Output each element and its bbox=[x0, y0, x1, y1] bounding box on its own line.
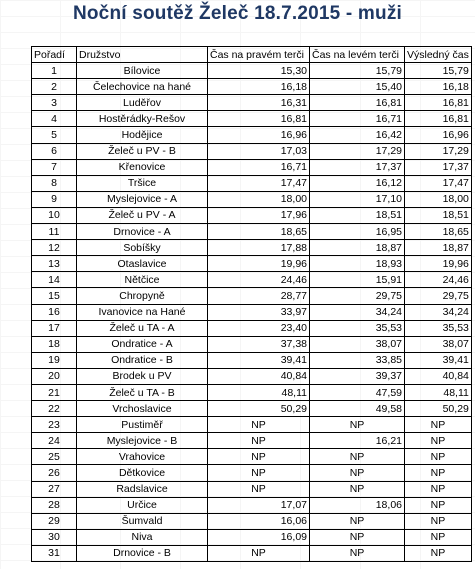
left-time-cell[interactable]: 16,12 bbox=[310, 175, 405, 191]
right-time-cell[interactable]: 17,88 bbox=[208, 240, 310, 256]
table-row bbox=[32, 143, 472, 159]
left-time-cell[interactable]: 15,91 bbox=[310, 272, 405, 288]
team-cell[interactable]: Tršice bbox=[77, 175, 208, 191]
table-row bbox=[32, 320, 472, 336]
rank-cell[interactable]: 9 bbox=[32, 191, 77, 207]
table-row bbox=[32, 513, 472, 529]
rank-cell[interactable]: 8 bbox=[32, 175, 77, 191]
right-time-cell[interactable]: NP bbox=[208, 481, 310, 497]
team-cell[interactable]: Želeč u PV - A bbox=[77, 207, 208, 223]
left-time-cell[interactable]: NP bbox=[310, 513, 405, 529]
final-time-cell[interactable]: NP bbox=[405, 513, 472, 529]
rank-cell[interactable]: 1 bbox=[32, 63, 77, 79]
table-row bbox=[32, 191, 472, 207]
table-row bbox=[32, 433, 472, 449]
right-time-cell[interactable]: 18,65 bbox=[208, 224, 310, 240]
left-time-cell[interactable]: 33,85 bbox=[310, 352, 405, 368]
left-time-cell[interactable]: 18,87 bbox=[310, 240, 405, 256]
team-cell[interactable]: Želeč u PV - B bbox=[77, 143, 208, 159]
team-cell[interactable]: Drnovice - B bbox=[77, 545, 208, 561]
rank-cell[interactable]: 3 bbox=[32, 95, 77, 111]
team-cell[interactable]: Bílovice bbox=[77, 63, 208, 79]
rank-cell[interactable]: 31 bbox=[32, 545, 77, 561]
table-row bbox=[32, 497, 472, 513]
left-time-cell[interactable]: NP bbox=[310, 449, 405, 465]
table-row bbox=[32, 207, 472, 223]
team-cell[interactable]: Čelechovice na hané bbox=[77, 79, 208, 95]
right-time-cell[interactable]: 28,77 bbox=[208, 288, 310, 304]
header-rank[interactable]: Pořadí bbox=[32, 47, 77, 63]
table-row bbox=[32, 79, 472, 95]
final-time-cell[interactable]: 29,75 bbox=[405, 288, 472, 304]
team-cell[interactable]: Hostěrádky-Rešov bbox=[77, 111, 208, 127]
left-time-cell[interactable]: 17,10 bbox=[310, 191, 405, 207]
final-time-cell[interactable]: 17,47 bbox=[405, 175, 472, 191]
final-time-cell[interactable]: 19,96 bbox=[405, 256, 472, 272]
right-time-cell[interactable]: 16,06 bbox=[208, 513, 310, 529]
team-cell[interactable]: Drnovice - A bbox=[77, 224, 208, 240]
final-time-cell[interactable]: 16,81 bbox=[405, 111, 472, 127]
team-cell[interactable]: Ondratice - A bbox=[77, 336, 208, 352]
final-time-cell[interactable]: 48,11 bbox=[405, 384, 472, 400]
left-time-cell[interactable]: 29,75 bbox=[310, 288, 405, 304]
left-time-cell[interactable]: 17,29 bbox=[310, 143, 405, 159]
table-row bbox=[32, 63, 472, 79]
table-row bbox=[32, 95, 472, 111]
right-time-cell[interactable]: NP bbox=[208, 449, 310, 465]
table-row bbox=[32, 256, 472, 272]
right-time-cell[interactable]: 16,81 bbox=[208, 111, 310, 127]
rank-cell[interactable]: 4 bbox=[32, 111, 77, 127]
final-time-cell[interactable]: 24,46 bbox=[405, 272, 472, 288]
left-time-cell[interactable]: NP bbox=[310, 529, 405, 545]
header-row bbox=[32, 47, 472, 63]
right-time-cell[interactable]: 18,00 bbox=[208, 191, 310, 207]
team-cell[interactable]: Sobíšky bbox=[77, 240, 208, 256]
table-row bbox=[32, 481, 472, 497]
left-time-cell[interactable]: NP bbox=[310, 417, 405, 433]
final-time-cell[interactable]: NP bbox=[405, 417, 472, 433]
right-time-cell[interactable]: 24,46 bbox=[208, 272, 310, 288]
rank-cell[interactable]: 24 bbox=[32, 433, 77, 449]
table-row bbox=[32, 111, 472, 127]
rank-cell[interactable]: 10 bbox=[32, 207, 77, 223]
table-row bbox=[32, 175, 472, 191]
rank-cell[interactable]: 13 bbox=[32, 256, 77, 272]
right-time-cell[interactable]: 33,97 bbox=[208, 304, 310, 320]
final-time-cell[interactable]: 16,81 bbox=[405, 95, 472, 111]
left-time-cell[interactable]: 16,81 bbox=[310, 95, 405, 111]
right-time-cell[interactable]: 16,18 bbox=[208, 79, 310, 95]
table-row bbox=[32, 449, 472, 465]
table-row bbox=[32, 272, 472, 288]
table-row bbox=[32, 545, 472, 561]
team-cell[interactable]: Vrchoslavice bbox=[77, 401, 208, 417]
team-cell[interactable]: Radslavice bbox=[77, 481, 208, 497]
team-cell[interactable]: Hodějice bbox=[77, 127, 208, 143]
team-cell[interactable]: Šumvald bbox=[77, 513, 208, 529]
right-time-cell[interactable]: NP bbox=[208, 433, 310, 449]
table-row bbox=[32, 352, 472, 368]
rank-cell[interactable]: 12 bbox=[32, 240, 77, 256]
rank-cell[interactable]: 6 bbox=[32, 143, 77, 159]
team-cell[interactable]: Dětkovice bbox=[77, 465, 208, 481]
team-cell[interactable]: Křenovice bbox=[77, 159, 208, 175]
table-row bbox=[32, 417, 472, 433]
rank-cell[interactable]: 5 bbox=[32, 127, 77, 143]
right-time-cell[interactable]: 17,47 bbox=[208, 175, 310, 191]
table-body bbox=[32, 63, 472, 562]
table-row bbox=[32, 288, 472, 304]
right-time-cell[interactable]: 19,96 bbox=[208, 256, 310, 272]
right-time-cell[interactable]: 37,38 bbox=[208, 336, 310, 352]
left-time-cell[interactable]: 47,59 bbox=[310, 384, 405, 400]
table-row bbox=[32, 529, 472, 545]
rank-cell[interactable]: 14 bbox=[32, 272, 77, 288]
team-cell[interactable]: Vrahovice bbox=[77, 449, 208, 465]
team-cell[interactable]: Ondratice - B bbox=[77, 352, 208, 368]
right-time-cell[interactable]: NP bbox=[208, 545, 310, 561]
page-title: Noční soutěž Želeč 18.7.2015 - muži bbox=[72, 3, 403, 24]
right-time-cell[interactable]: NP bbox=[208, 417, 310, 433]
header-right-time[interactable]: Čas na pravém terči bbox=[208, 47, 310, 63]
right-time-cell[interactable]: NP bbox=[208, 465, 310, 481]
final-time-cell[interactable]: NP bbox=[405, 465, 472, 481]
right-time-cell[interactable]: 16,71 bbox=[208, 159, 310, 175]
team-cell[interactable]: Niva bbox=[77, 529, 208, 545]
final-time-cell[interactable]: NP bbox=[405, 545, 472, 561]
final-time-cell[interactable]: 39,41 bbox=[405, 352, 472, 368]
final-time-cell[interactable]: 18,51 bbox=[405, 207, 472, 223]
final-time-cell[interactable]: 35,53 bbox=[405, 320, 472, 336]
right-time-cell[interactable]: 48,11 bbox=[208, 384, 310, 400]
right-time-cell[interactable]: 50,29 bbox=[208, 401, 310, 417]
team-cell[interactable]: Želeč u TA - B bbox=[77, 384, 208, 400]
team-cell[interactable]: Myslejovice - A bbox=[77, 191, 208, 207]
left-time-cell[interactable]: 35,53 bbox=[310, 320, 405, 336]
rank-cell[interactable]: 25 bbox=[32, 449, 77, 465]
rank-cell[interactable]: 11 bbox=[32, 224, 77, 240]
rank-cell[interactable]: 29 bbox=[32, 513, 77, 529]
rank-cell[interactable]: 20 bbox=[32, 368, 77, 384]
left-time-cell[interactable]: 17,37 bbox=[310, 159, 405, 175]
left-time-cell[interactable]: 38,07 bbox=[310, 336, 405, 352]
final-time-cell[interactable]: 50,29 bbox=[405, 401, 472, 417]
final-time-cell[interactable]: 17,37 bbox=[405, 159, 472, 175]
team-cell[interactable]: Určice bbox=[77, 497, 208, 513]
left-time-cell[interactable]: NP bbox=[310, 481, 405, 497]
left-time-cell[interactable]: 39,37 bbox=[310, 368, 405, 384]
right-time-cell[interactable]: 17,07 bbox=[208, 497, 310, 513]
table-row bbox=[32, 401, 472, 417]
right-time-cell[interactable]: 17,96 bbox=[208, 207, 310, 223]
final-time-cell[interactable]: 17,29 bbox=[405, 143, 472, 159]
final-time-cell[interactable]: 40,84 bbox=[405, 368, 472, 384]
left-time-cell[interactable]: 16,42 bbox=[310, 127, 405, 143]
table-row bbox=[32, 240, 472, 256]
left-time-cell[interactable]: 15,40 bbox=[310, 79, 405, 95]
left-time-cell[interactable]: 16,95 bbox=[310, 224, 405, 240]
team-cell[interactable]: Chropyně bbox=[77, 288, 208, 304]
final-time-cell[interactable]: 18,00 bbox=[405, 191, 472, 207]
left-time-cell[interactable]: 16,71 bbox=[310, 111, 405, 127]
team-cell[interactable]: Luděřov bbox=[77, 95, 208, 111]
table-row bbox=[32, 159, 472, 175]
left-time-cell[interactable]: 18,06 bbox=[310, 497, 405, 513]
rank-cell[interactable]: 7 bbox=[32, 159, 77, 175]
left-time-cell[interactable]: NP bbox=[310, 465, 405, 481]
final-time-cell[interactable]: 18,65 bbox=[405, 224, 472, 240]
rank-cell[interactable]: 28 bbox=[32, 497, 77, 513]
final-time-cell[interactable]: 18,87 bbox=[405, 240, 472, 256]
table-row bbox=[32, 465, 472, 481]
rank-cell[interactable]: 16 bbox=[32, 304, 77, 320]
rank-cell[interactable]: 2 bbox=[32, 79, 77, 95]
right-time-cell[interactable]: 39,41 bbox=[208, 352, 310, 368]
left-time-cell[interactable]: 18,51 bbox=[310, 207, 405, 223]
left-time-cell[interactable]: 15,79 bbox=[310, 63, 405, 79]
rank-cell[interactable]: 26 bbox=[32, 465, 77, 481]
table-row bbox=[32, 384, 472, 400]
table-row bbox=[32, 304, 472, 320]
table-row bbox=[32, 224, 472, 240]
right-time-cell[interactable]: 16,09 bbox=[208, 529, 310, 545]
rank-cell[interactable]: 17 bbox=[32, 320, 77, 336]
left-time-cell[interactable]: 34,24 bbox=[310, 304, 405, 320]
rank-cell[interactable]: 22 bbox=[32, 401, 77, 417]
final-time-cell[interactable]: 16,18 bbox=[405, 79, 472, 95]
final-time-cell[interactable]: 34,24 bbox=[405, 304, 472, 320]
table-row bbox=[32, 127, 472, 143]
team-cell[interactable]: Otaslavice bbox=[77, 256, 208, 272]
rank-cell[interactable]: 15 bbox=[32, 288, 77, 304]
right-time-cell[interactable]: 16,31 bbox=[208, 95, 310, 111]
header-final-time[interactable]: Výsledný čas bbox=[405, 47, 472, 63]
rank-cell[interactable]: 19 bbox=[32, 352, 77, 368]
left-time-cell[interactable]: NP bbox=[310, 545, 405, 561]
rank-cell[interactable]: 30 bbox=[32, 529, 77, 545]
rank-cell[interactable]: 23 bbox=[32, 417, 77, 433]
table-row bbox=[32, 368, 472, 384]
final-time-cell[interactable]: NP bbox=[405, 481, 472, 497]
rank-cell[interactable]: 21 bbox=[32, 384, 77, 400]
team-cell[interactable]: Myslejovice - B bbox=[77, 433, 208, 449]
results-table bbox=[31, 46, 472, 562]
right-time-cell[interactable]: 17,03 bbox=[208, 143, 310, 159]
left-time-cell[interactable]: 16,21 bbox=[310, 433, 405, 449]
final-time-cell[interactable]: 15,79 bbox=[405, 63, 472, 79]
final-time-cell[interactable]: NP bbox=[405, 433, 472, 449]
table-row bbox=[32, 336, 472, 352]
team-cell[interactable]: Želeč u TA - A bbox=[77, 320, 208, 336]
team-cell[interactable]: Pustiměř bbox=[77, 417, 208, 433]
left-time-cell[interactable]: 18,93 bbox=[310, 256, 405, 272]
header-left-time[interactable]: Čas na levém terči bbox=[310, 47, 405, 63]
final-time-cell[interactable]: 38,07 bbox=[405, 336, 472, 352]
team-cell[interactable]: Ivanovice na Hané bbox=[77, 304, 208, 320]
left-time-cell[interactable]: 49,58 bbox=[310, 401, 405, 417]
right-time-cell[interactable]: 16,96 bbox=[208, 127, 310, 143]
rank-cell[interactable]: 27 bbox=[32, 481, 77, 497]
final-time-cell[interactable]: 16,96 bbox=[405, 127, 472, 143]
final-time-cell[interactable]: NP bbox=[405, 497, 472, 513]
final-time-cell[interactable]: NP bbox=[405, 449, 472, 465]
header-team[interactable]: Družstvo bbox=[77, 47, 208, 63]
team-cell[interactable]: Brodek u PV bbox=[77, 368, 208, 384]
final-time-cell[interactable]: NP bbox=[405, 529, 472, 545]
rank-cell[interactable]: 18 bbox=[32, 336, 77, 352]
team-cell[interactable]: Nětčice bbox=[77, 272, 208, 288]
right-time-cell[interactable]: 40,84 bbox=[208, 368, 310, 384]
right-time-cell[interactable]: 15,30 bbox=[208, 63, 310, 79]
right-time-cell[interactable]: 23,40 bbox=[208, 320, 310, 336]
